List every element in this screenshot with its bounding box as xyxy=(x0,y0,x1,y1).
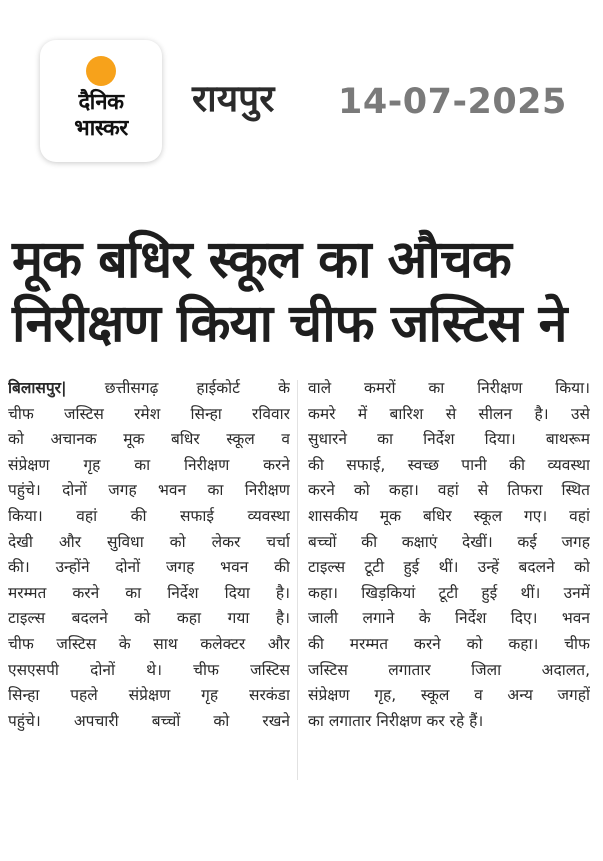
article-line: बच्चों की कक्षाएं देखीं। कई जगह xyxy=(308,532,590,551)
article-line-text: छत्तीसगढ़ हाईकोर्ट के xyxy=(66,379,290,397)
article-line: की मरम्मत करने को कहा। चीफ xyxy=(308,634,590,653)
article-line: संप्रेक्षण गृह का निरीक्षण करने xyxy=(8,455,290,474)
article-line: चीफ जस्टिस रमेश सिन्हा रविवार xyxy=(8,404,290,423)
article-line: मरम्मत करने का निर्देश दिया है। xyxy=(8,583,290,602)
article-line: पहुंचे। अपचारी बच्चों को रखने xyxy=(8,711,290,730)
article-line: कमरे में बारिश से सीलन है। उसे xyxy=(308,404,590,423)
headline xyxy=(12,228,592,356)
article-line: की सफाई, स्वच्छ पानी की व्यवस्था xyxy=(308,455,590,474)
article-line: सिन्हा पहले संप्रेक्षण गृह सरकंडा xyxy=(8,686,290,705)
logo-text-line2: भास्कर xyxy=(74,116,128,141)
article-line: का लगातार निरीक्षण कर रहे हैं। xyxy=(308,711,484,730)
article-line: सुधारने का निर्देश दिया। बाथरूम xyxy=(308,430,590,449)
article-line: जस्टिस लगातार जिला अदालत, xyxy=(308,660,590,679)
edition-date: 14-07-2025 xyxy=(338,82,567,122)
article-line: कहा। खिड़कियां टूटी हुई थीं। उनमें xyxy=(308,583,590,602)
article-line xyxy=(8,376,290,402)
article-line: को अचानक मूक बधिर स्कूल व xyxy=(8,430,290,449)
article-line: वाले कमरों का निरीक्षण किया। xyxy=(308,379,590,397)
article-line: टाइल्स टूटी हुई थीं। उन्हें बदलने को xyxy=(308,558,590,577)
sun-icon xyxy=(86,56,116,86)
article-line: पहुंचे। दोनों जगह भवन का निरीक्षण xyxy=(8,481,290,500)
article-line: चीफ जस्टिस के साथ कलेक्टर और xyxy=(8,634,290,653)
article-line: संप्रेक्षण गृह, स्कूल व अन्य जगहों xyxy=(308,686,590,705)
article-line: करने को कहा। वहां से तिफरा स्थित xyxy=(308,481,590,500)
column-divider xyxy=(297,380,298,780)
article-line: जाली लगाने के निर्देश दिए। भवन xyxy=(308,609,590,628)
headline-line-2: निरीक्षण किया चीफ जस्टिस ने xyxy=(12,294,567,354)
edition-city: रायपुर xyxy=(192,77,275,120)
article-dateline: बिलासपुर| xyxy=(8,379,67,397)
article-line: किया। वहां की सफाई व्यवस्था xyxy=(8,506,290,525)
logo-text-line1: दैनिक xyxy=(78,90,124,115)
headline-line-1: मूक बधिर स्कूल का औचक xyxy=(12,230,511,290)
article-line: शासकीय मूक बधिर स्कूल गए। वहां xyxy=(308,506,590,525)
article-column-left xyxy=(8,376,290,734)
article-line: देखी और सुविधा को लेकर चर्चा xyxy=(8,532,290,551)
article-line: एसएसपी दोनों थे। चीफ जस्टिस xyxy=(8,660,290,679)
article-line: टाइल्स बदलने को कहा गया है। xyxy=(8,609,290,628)
article-column-right xyxy=(308,376,590,734)
newspaper-logo xyxy=(40,40,162,162)
article-line: की। उन्होंने दोनों जगह भवन की xyxy=(8,558,290,577)
